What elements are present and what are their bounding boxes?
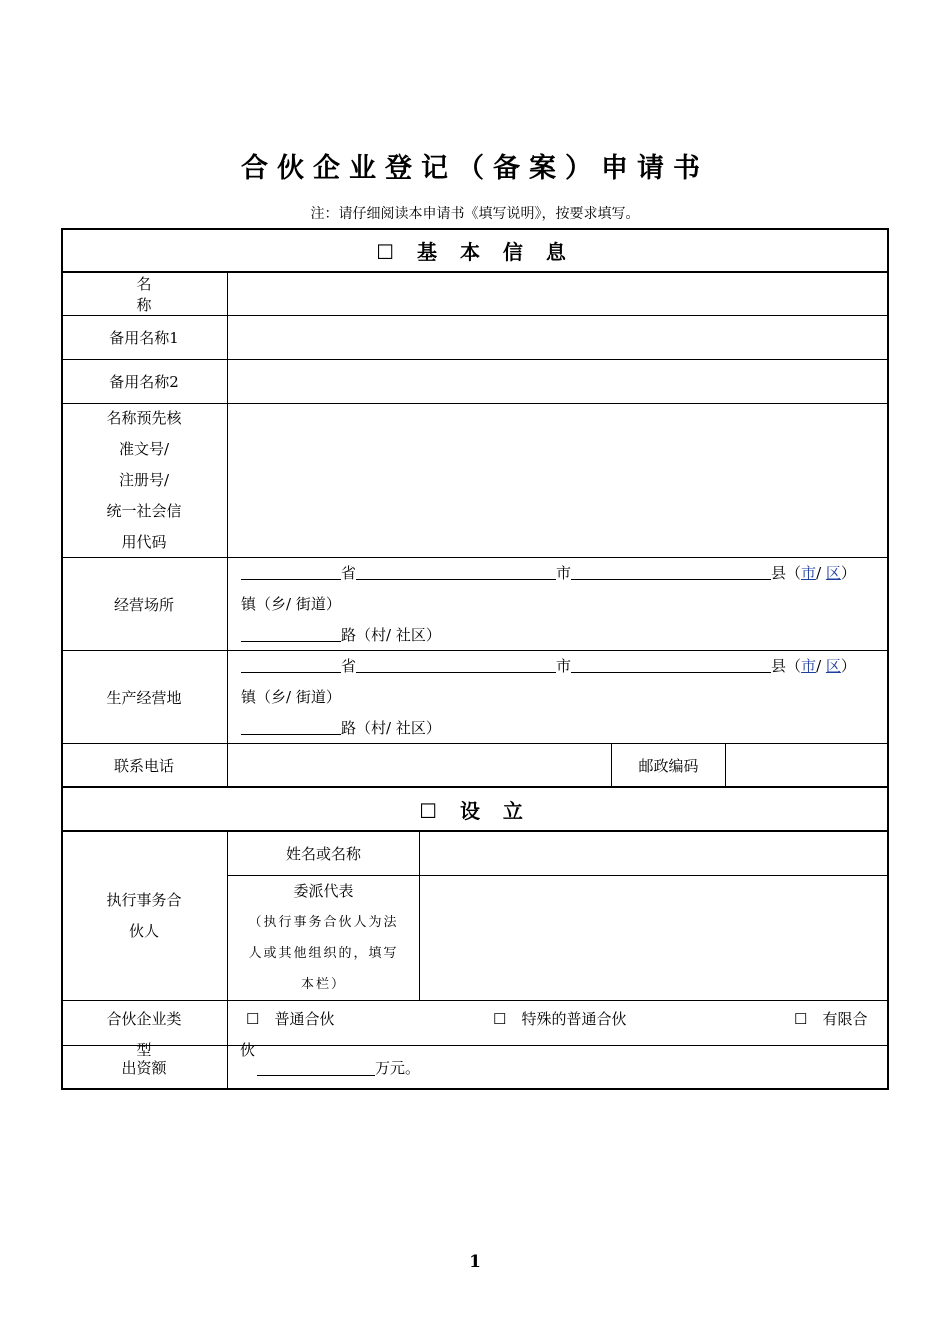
address-line-1: 省 市 县（市/ 区） [241,651,856,682]
delegate-note-line: 本栏） [300,977,346,992]
business-place-address[interactable] [241,558,856,651]
address-line-3: 路（村/ 社区） [241,713,856,744]
name-label: 名 称 [136,274,192,314]
business-place-label: 经营场所 [113,595,174,614]
type-special-general-checkbox[interactable]: ☐ 特殊的普通合伙 [493,1010,627,1028]
code-label-line: 准文号/ [118,440,170,458]
alt-name-2-field[interactable] [228,360,887,403]
production-place-address[interactable] [241,651,856,744]
postcode-field[interactable] [726,744,887,786]
capital-label: 出资额 [121,1058,167,1077]
partner-label-line: 执行事务合 [106,891,182,909]
code-label-line: 名称预先核 [106,409,182,427]
address-line-2: 镇（乡/ 街道） [241,595,341,613]
type-label-line: 型 [136,1041,152,1059]
code-label-line: 注册号/ [118,471,170,489]
page-number: 1 [469,1252,481,1272]
code-label [61,404,227,557]
address-line-3: 路（村/ 社区） [241,620,856,651]
city-link[interactable]: 市 [801,564,817,582]
form-note: 注：请仔细阅读本申请书《填写说明》，按要求填写。 [310,206,640,222]
type-label-line: 合伙企业类 [106,1010,182,1028]
setup-header: ☐ 设 立 [419,798,531,823]
type-options [228,1001,887,1059]
name-field[interactable] [228,272,887,315]
district-link[interactable]: 区 [825,564,841,582]
form-title: 合伙企业登记（备案）申请书 [241,153,709,184]
code-label-line: 用代码 [121,533,167,551]
right-border [887,228,889,1090]
postcode-label: 邮政编码 [638,756,699,775]
type-limited-checkbox[interactable]: ☐ 有限合 [794,1010,868,1028]
delegate-note-line: （执行事务合伙人为法 [248,915,399,930]
name-or-title-label: 姓名或名称 [285,845,361,863]
production-place-label: 生产经营地 [106,688,182,707]
code-field[interactable] [228,404,887,557]
phone-label: 联系电话 [113,756,174,775]
code-label-line: 统一社会信 [106,502,182,520]
address-line-1: 省 市 县（市/ 区） [241,558,856,589]
delegate-title: 委派代表 [293,882,354,900]
district-link[interactable]: 区 [825,657,841,675]
executive-partner-label [61,832,227,1000]
partner-label-line: 伙人 [128,922,159,940]
alt-name-1-field[interactable] [228,316,887,359]
delegate-field[interactable] [420,876,887,1000]
capital-unit: 万元。 [375,1058,421,1077]
basic-info-header: ☐ 基 本 信 息 [376,240,574,264]
type-label [61,1001,227,1059]
name-or-title-field[interactable] [420,832,887,875]
address-line-2: 镇（乡/ 街道） [241,688,341,706]
city-link[interactable]: 市 [801,657,817,675]
delegate-label [228,876,419,1000]
type-general-checkbox[interactable]: ☐ 普通合伙 [246,1010,335,1028]
type-overflow-text: 伙 [240,1041,256,1059]
capital-field[interactable] [257,1046,420,1088]
alt-name-1-label: 备用名称1 [109,329,179,347]
row-line [61,1088,889,1090]
capital-blank[interactable] [257,1059,375,1076]
delegate-note-line: 人或其他组织的，填写 [248,946,399,961]
phone-field[interactable] [228,744,611,786]
alt-name-2-label: 备用名称2 [109,373,179,391]
